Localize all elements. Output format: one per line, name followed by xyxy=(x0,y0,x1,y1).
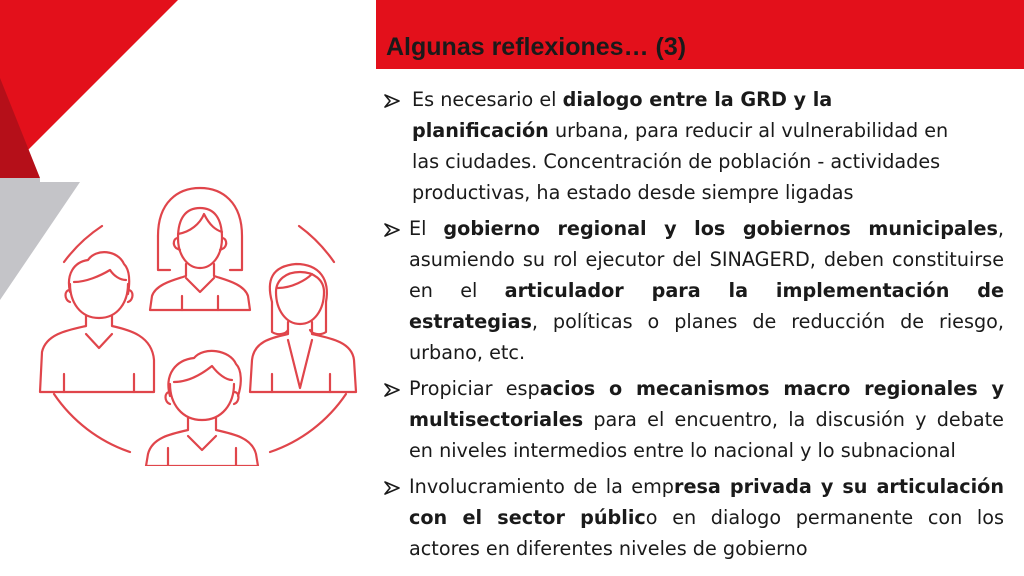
bullet-text: Involucramiento de la empresa privada y su articulación con el sector público en dialogo permanente con los actores en diferentes niveles de gobierno xyxy=(409,475,1004,560)
bullet-text: Propiciar espacios o mecanismos macro regionales y multisectoriales para el encuentro, la discusión y debate en niveles intermedios entre lo nacional y lo subnacional xyxy=(409,377,1004,462)
slide-title: Algunas reflexiones… (3) xyxy=(386,33,687,61)
bullet-text: El gobierno regional y los gobiernos municipales, asumiendo su rol ejecutor del SINAGERD, deben constituirse en el articulador para la implementación de estrategias, políticas o planes de reducción de riesgo, urbano, etc. xyxy=(409,217,1004,364)
bullet-text: Es necesario el dialogo entre la GRD y la planificación urbana, para reducir al vulnerabilidad en las ciudades. Concentración de población - actividades productivas, ha estado desde siempre ligadas xyxy=(412,88,949,204)
bullet-item xyxy=(384,471,1004,564)
bullet-item xyxy=(384,84,1004,208)
bullet-list xyxy=(384,84,1004,569)
bullet-item xyxy=(384,213,1004,368)
bullet-arrow-icon xyxy=(384,223,402,237)
bullet-arrow-icon xyxy=(384,383,402,397)
people-group-icon xyxy=(34,184,366,466)
bullet-arrow-icon xyxy=(384,94,402,108)
bullet-arrow-icon xyxy=(384,481,402,495)
bullet-item xyxy=(384,373,1004,466)
